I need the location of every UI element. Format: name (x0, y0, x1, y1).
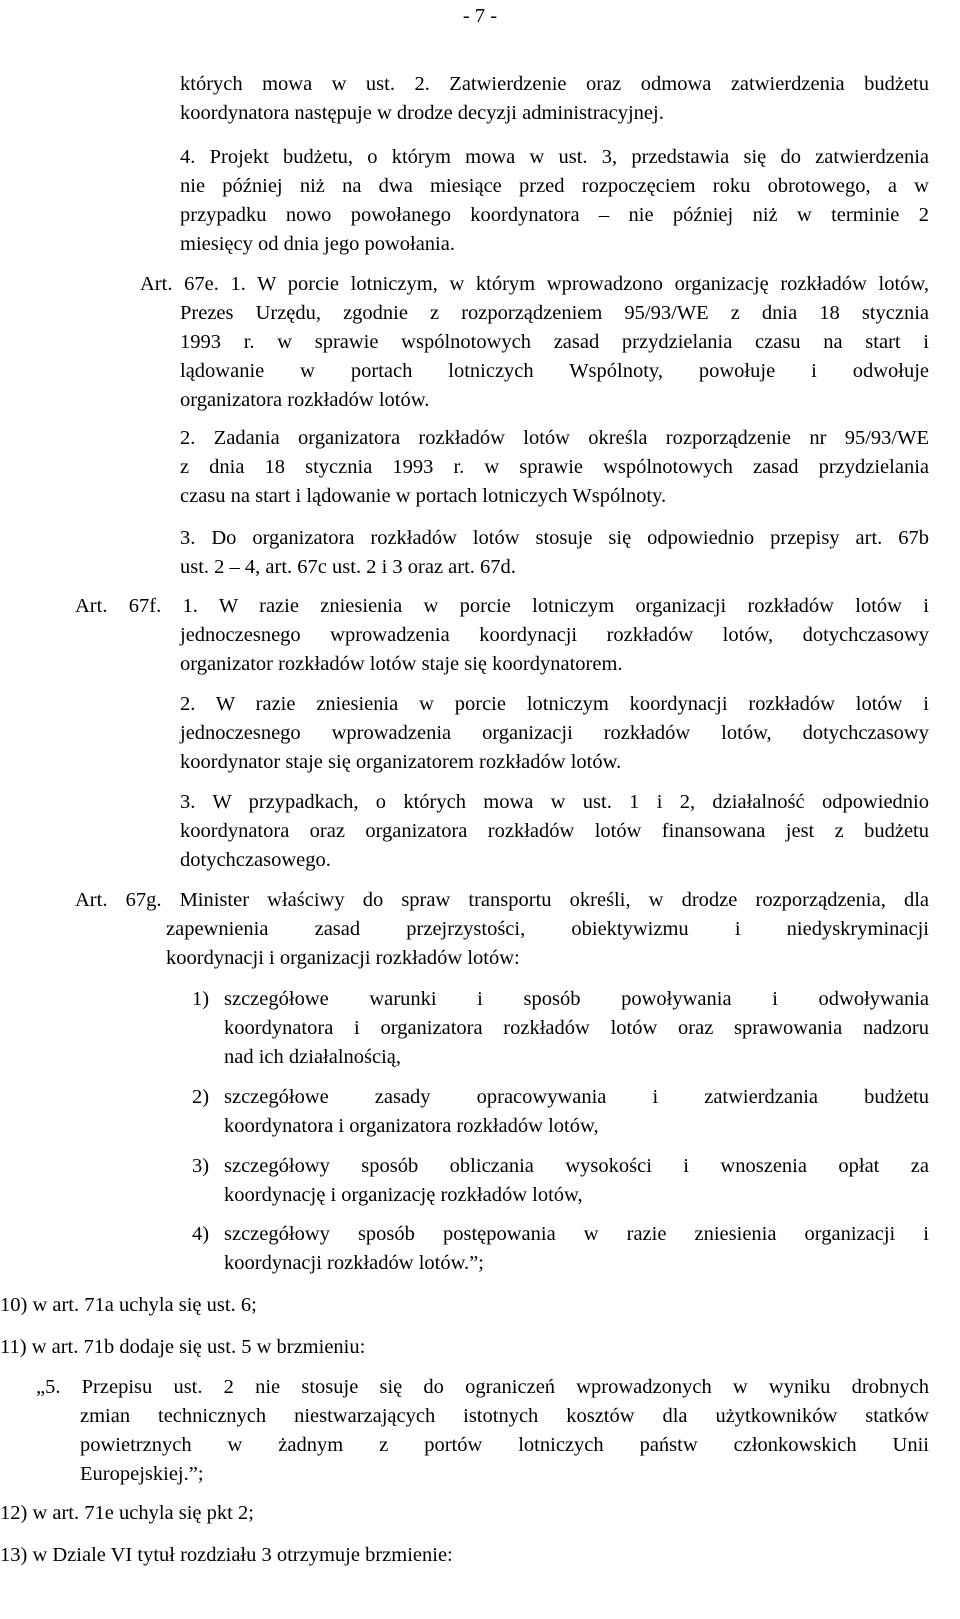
list-item-line: szczegółowe warunki i sposób powoływania i odwoływania (224, 988, 929, 1010)
paragraph-line: 2. Zadania organizatora rozkładów lotów określa rozporządzenie nr 95/93/WE (180, 427, 929, 449)
paragraph-line: koordynatora następuje w drodze decyzji administracyjnej. (180, 102, 664, 124)
quote-line: powietrznych w żadnym z portów lotniczych państw członkowskich Unii (80, 1434, 929, 1456)
paragraph-line: czasu na start i lądowanie w portach lotniczych Wspólnoty. (180, 485, 667, 507)
list-item-line: koordynatora i organizatora rozkładów lotów oraz sprawowania nadzoru (224, 1017, 929, 1039)
point-12: 12) w art. 71e uchyla się pkt 2; (0, 1502, 254, 1524)
list-item-line: szczegółowy sposób postępowania w razie zniesienia organizacji i (224, 1223, 929, 1245)
article-67f-heading-line: Art. 67f. 1. W razie zniesienia w porcie lotniczym organizacji rozkładów lotów i (75, 595, 929, 617)
article-67e-heading-line: Art. 67e. 1. W porcie lotniczym, w którym wprowadzono organizację rozkładów lotów, (140, 273, 929, 295)
point-11: 11) w art. 71b dodaje się ust. 5 w brzmieniu: (0, 1336, 366, 1358)
paragraph-line: z dnia 18 stycznia 1993 r. w sprawie wspólnotowych zasad przydzielania (180, 456, 929, 478)
paragraph-line: koordynatora oraz organizatora rozkładów lotów finansowana jest z budżetu (180, 820, 929, 842)
quote-line: „5. Przepisu ust. 2 nie stosuje się do ograniczeń wprowadzonych w wyniku drobnych (36, 1376, 929, 1398)
paragraph-line: 3. Do organizatora rozkładów lotów stosuje się odpowiednio przepisy art. 67b (180, 527, 929, 549)
paragraph-line: przypadku nowo powołanego koordynatora – nie później niż w terminie 2 (180, 204, 929, 226)
list-item-line: szczegółowy sposób obliczania wysokości i wnoszenia opłat za (224, 1155, 929, 1177)
paragraph-line: lądowanie w portach lotniczych Wspólnoty, powołuje i odwołuje (180, 360, 929, 382)
list-item-number: 2) (192, 1086, 210, 1108)
point-10: 10) w art. 71a uchyla się ust. 6; (0, 1294, 257, 1316)
list-item-line: szczegółowe zasady opracowywania i zatwierdzania budżetu (224, 1086, 929, 1108)
paragraph-line: nie później niż na dwa miesiące przed rozpoczęciem roku obrotowego, a w (180, 175, 929, 197)
paragraph-line: miesięcy od dnia jego powołania. (180, 233, 455, 255)
list-item-line: koordynatora i organizatora rozkładów lotów, (224, 1115, 599, 1137)
paragraph-line: Prezes Urzędu, zgodnie z rozporządzeniem 95/93/WE z dnia 18 stycznia (180, 302, 929, 324)
paragraph-line: 1993 r. w sprawie wspólnotowych zasad przydzielania czasu na start i (180, 331, 929, 353)
list-item-line: koordynacji rozkładów lotów.”; (224, 1252, 484, 1274)
list-item-number: 3) (192, 1155, 210, 1177)
paragraph-line: 3. W przypadkach, o których mowa w ust. 1 i 2, działalność odpowiednio (180, 791, 929, 813)
paragraph-line: organizator rozkładów lotów staje się koordynatorem. (180, 653, 623, 675)
page-number: - 7 - (462, 5, 498, 27)
list-item-number: 4) (192, 1223, 210, 1245)
paragraph-line: ust. 2 – 4, art. 67c ust. 2 i 3 oraz art. 67d. (180, 556, 516, 578)
list-item-line: nad ich działalnością, (224, 1046, 402, 1068)
list-item-number: 1) (192, 988, 210, 1010)
paragraph-line: koordynator staje się organizatorem rozkładów lotów. (180, 751, 622, 773)
paragraph-line: jednoczesnego wprowadzenia organizacji rozkładów lotów, dotychczasowy (180, 722, 929, 744)
paragraph-line: 4. Projekt budżetu, o którym mowa w ust. 3, przedstawia się do zatwierdzenia (180, 146, 929, 168)
list-item-line: koordynację i organizację rozkładów lotów, (224, 1184, 583, 1206)
paragraph-line: koordynacji i organizacji rozkładów lotów: (166, 947, 520, 969)
point-13: 13) w Dziale VI tytuł rozdziału 3 otrzymuje brzmienie: (0, 1544, 453, 1566)
paragraph-line: dotychczasowego. (180, 849, 331, 871)
paragraph-line: organizatora rozkładów lotów. (180, 389, 430, 411)
paragraph-line: zapewnienia zasad przejrzystości, obiektywizmu i niedyskryminacji (166, 918, 929, 940)
quote-line: zmian technicznych niestwarzających istotnych kosztów dla użytkowników statków (80, 1405, 929, 1427)
article-67g-heading-line: Art. 67g. Minister właściwy do spraw transportu określi, w drodze rozporządzenia, dla (75, 889, 929, 911)
paragraph-line: których mowa w ust. 2. Zatwierdzenie oraz odmowa zatwierdzenia budżetu (180, 73, 929, 95)
paragraph-line: 2. W razie zniesienia w porcie lotniczym koordynacji rozkładów lotów i (180, 693, 929, 715)
quote-line: Europejskiej.”; (80, 1463, 204, 1485)
paragraph-line: jednoczesnego wprowadzenia koordynacji rozkładów lotów, dotychczasowy (180, 624, 929, 646)
